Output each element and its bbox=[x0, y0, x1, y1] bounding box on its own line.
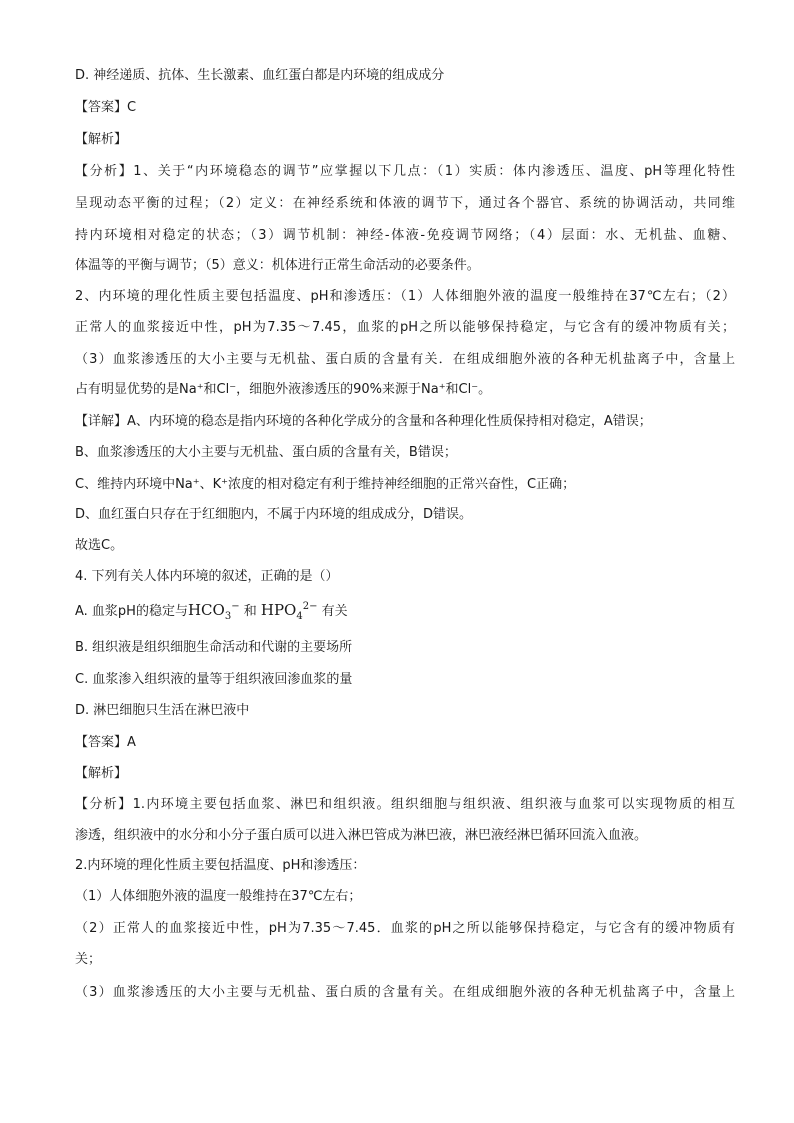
ion-subscript: 3 bbox=[224, 611, 232, 622]
ion-superscript: − bbox=[231, 601, 240, 612]
answer-label-q3: 【答案】C bbox=[75, 100, 137, 115]
detail-text: B、血浆渗透压的大小主要与无机盐、蛋白质的含量有关，B错误； bbox=[75, 445, 457, 460]
option-d-q3: D. 神经递质、抗体、生长激素、血红蛋白都是内环境的组成成分 bbox=[75, 68, 445, 83]
analysis-text: （2）正常人的血浆接近中性，pH为7.35～7.45．血浆的pH之所以能够保持稳定，与它含有的缓冲物质有 bbox=[75, 921, 735, 936]
option-a-q4 bbox=[75, 600, 735, 622]
analysis-text: （3）血浆渗透压的大小主要与无机盐、蛋白质的含量有关。在组成细胞外液的各种无机盐离子中，含量上 bbox=[75, 985, 735, 1000]
analysis-text: 【分析】1.内环境主要包括血浆、淋巴和组织液。组织细胞与组织液、组织液与血浆可以实现物质的相互 bbox=[75, 797, 735, 812]
detail-text: C、维持内环境中Na⁺、K⁺浓度的相对稳定有利于维持神经细胞的正常兴奋性，C正确； bbox=[75, 477, 576, 492]
ion-base: HCO bbox=[187, 601, 225, 619]
option-d-q4: D. 淋巴细胞只生活在淋巴液中 bbox=[75, 703, 250, 718]
ion-base: HPO bbox=[260, 601, 297, 619]
analysis-label-q4: 【解析】 bbox=[75, 766, 128, 781]
analysis-text: 关； bbox=[75, 952, 102, 967]
phosphate-ion bbox=[260, 601, 318, 622]
analysis-text: 渗透，组织液中的水分和小分子蛋白质可以进入淋巴管成为淋巴液，淋巴液经淋巴循环回流入血液。 bbox=[75, 828, 648, 843]
conjunction: 和 bbox=[239, 604, 261, 619]
analysis-text: 2、内环境的理化性质主要包括温度、pH和渗透压：（1）人体细胞外液的温度一般维持在37℃左右；（2） bbox=[75, 289, 735, 304]
answer-label-q4: 【答案】A bbox=[75, 735, 136, 750]
question-4-stem: 4. 下列有关人体内环境的叙述，正确的是（） bbox=[75, 569, 339, 584]
analysis-text: （3）血浆渗透压的大小主要与无机盐、蛋白质的含量有关．在组成细胞外液的各种无机盐离子中，含量上 bbox=[75, 352, 735, 367]
detail-text: 【详解】A、内环境的稳态是指内环境的各种化学成分的含量和各种理化性质保持相对稳定，A错误； bbox=[75, 414, 652, 429]
analysis-text: 2.内环境的理化性质主要包括温度、pH和渗透压： bbox=[75, 858, 366, 873]
analysis-text: 呈现动态平衡的过程；（2）定义：在神经系统和体液的调节下，通过各个器官、系统的协调活动，共同维 bbox=[75, 196, 735, 211]
option-a-prefix: A. 血浆pH的稳定与 bbox=[75, 604, 188, 619]
analysis-text: （1）人体细胞外液的温度一般维持在37℃左右； bbox=[75, 889, 362, 904]
analysis-text: 持内环境相对稳定的状态；（3）调节机制：神经-体液-免疫调节网络；（4）层面：水、无机盐、血糖、 bbox=[75, 228, 735, 243]
ion-subscript: 4 bbox=[296, 611, 303, 622]
bicarbonate-ion bbox=[187, 601, 240, 622]
analysis-text: 【分析】1、关于“内环境稳态的调节”应掌握以下几点：（1）实质：体内渗透压、温度、pH等理化特性 bbox=[75, 164, 735, 179]
option-c-q4: C. 血浆渗入组织液的量等于组织液回渗血浆的量 bbox=[75, 672, 353, 687]
analysis-text: 体温等的平衡与调节；（5）意义：机体进行正常生命活动的必要条件。 bbox=[75, 258, 480, 273]
ion-superscript: 2− bbox=[302, 601, 318, 612]
conclusion-text: 故选C。 bbox=[75, 538, 124, 553]
analysis-label-q3: 【解析】 bbox=[75, 132, 128, 147]
analysis-text: 占有明显优势的是Na⁺和Cl⁻，细胞外液渗透压的90%来源于Na⁺和Cl⁻。 bbox=[75, 382, 492, 397]
option-b-q4: B. 组织液是组织细胞生命活动和代谢的主要场所 bbox=[75, 640, 353, 655]
analysis-text: 正常人的血浆接近中性，pH为7.35～7.45，血浆的pH之所以能够保持稳定，与它含有的缓冲物质有关； bbox=[75, 320, 735, 335]
detail-text: D、血红蛋白只存在于红细胞内，不属于内环境的组成成分，D错误。 bbox=[75, 507, 473, 522]
option-a-suffix: 有关 bbox=[317, 604, 348, 619]
